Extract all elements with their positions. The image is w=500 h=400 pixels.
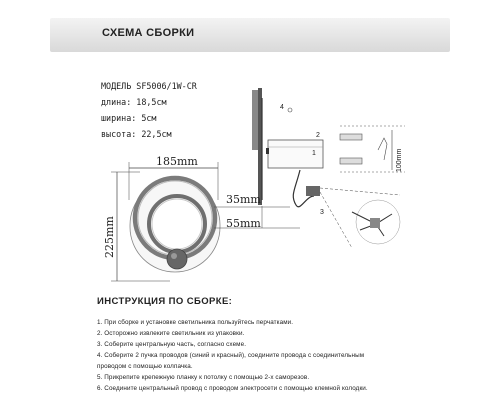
callout-1: 1 [312, 150, 316, 157]
instructions-list [97, 317, 492, 394]
ball-knob-highlight [171, 253, 177, 259]
lamp-side-view [214, 88, 323, 230]
instruction-step: 1. При сборке и установке светильника пользуйтесь перчатками. [97, 319, 294, 326]
instruction-step: 2. Осторожно извлеките светильник из упаковки. [97, 330, 245, 337]
spec-width: ширина: 5см [101, 113, 157, 123]
depth-b-label: 55mm [226, 217, 261, 230]
screw-icon [288, 108, 292, 112]
inner-ring [149, 196, 205, 252]
spec-height: высота: 22,5см [101, 129, 172, 139]
dimension-height-label: 225mm [103, 216, 116, 258]
zoom-line-top [320, 188, 400, 195]
instruction-step: 4. Соберите 2 пучка проводов (синий и красный), соедините провода с соединительным [97, 352, 365, 359]
depth-a-label: 35mm [226, 193, 261, 206]
bracket-dimension-label: 100mm [396, 148, 403, 172]
instruction-step: проводом с помощью колпачка. [97, 363, 193, 370]
callout-3: 3 [320, 209, 324, 216]
zoom-line-bottom [320, 192, 352, 248]
dimension-width-label: 185mm [156, 155, 198, 168]
side-frame [252, 90, 258, 150]
instruction-step: 3. Соберите центральную часть, согласно схеме. [97, 341, 247, 348]
spec-length: длина: 18,5см [101, 97, 167, 107]
instructions-title: ИНСТРУКЦИЯ ПО СБОРКЕ: [97, 296, 233, 307]
callout-4: 4 [280, 104, 284, 111]
lamp-front-view [103, 155, 220, 281]
ball-knob [167, 249, 187, 269]
wire-sketch [378, 138, 387, 160]
bracket-plate [340, 134, 362, 140]
page-title: СХЕМА СБОРКИ [102, 27, 195, 39]
callout-2: 2 [316, 132, 320, 139]
wire-nut [370, 218, 380, 228]
connector-detail [320, 188, 400, 248]
spec-model: МОДЕЛЬ SF5006/1W-CR [101, 81, 197, 91]
terminal-block [306, 186, 320, 196]
instruction-step: 5. Прикрепите крепежную планку к потолку с помощью 2-х саморезов. [97, 374, 310, 381]
bracket-detail [340, 126, 405, 172]
screw-head [266, 148, 269, 154]
instruction-step: 6. Соедините центральный провод с проводом электросети с помощью клемной колодки. [97, 385, 368, 392]
bracket-plate-lower [340, 158, 362, 164]
